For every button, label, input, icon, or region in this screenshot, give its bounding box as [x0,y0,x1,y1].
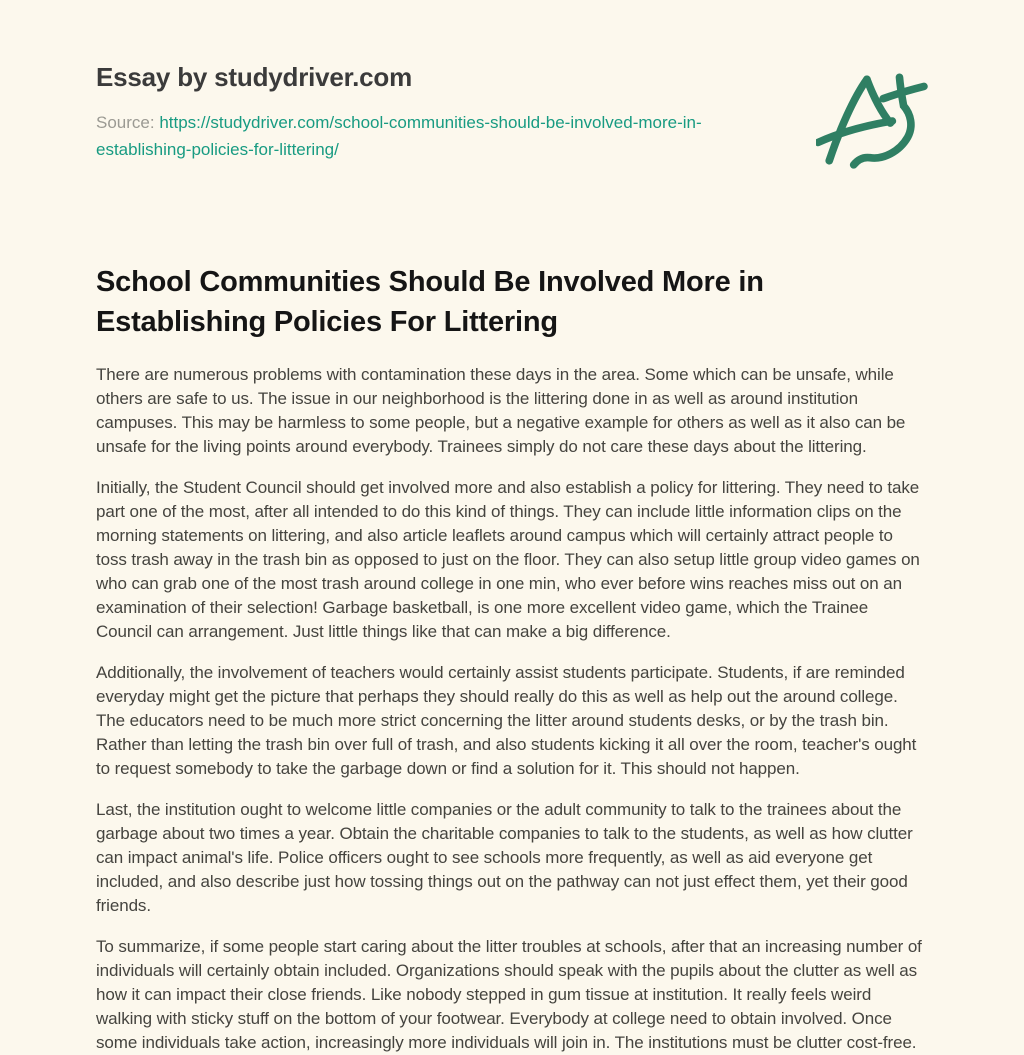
essay-paragraph: To summarize, if some people start caring about the litter troubles at schools, after that an increasing number of individuals will certainly obtain included. Organizations should speak with the pupils about the clutter as well as how it can impact their close friends. Like nobody stepped in gum tissue at institution. It really feels weird walking with sticky stuff on the bottom of your footwear. Everybody at college need to obtain involved. Once some individuals take action, increasingly more individuals will join in. The institutions must be clutter cost-free. [96,937,922,1052]
source-line [96,109,768,163]
essay-paragraph: There are numerous problems with contamination these days in the area. Some which can be unsafe, while others are safe to us. The issue in our neighborhood is the littering done in as well as around institution campuses. This may be harmless to some people, but a negative example for others as well as it also can be unsafe for the living points around everybody. Trainees simply do not care these days about the littering. [96,365,906,456]
a-plus-logo-icon [816,66,928,170]
essay-page [96,0,928,1055]
source-url-link[interactable]: https://studydriver.com/school-communities-should-be-involved-more-in-establishing-policies-for-littering/ [96,113,702,159]
a-plus-logo-svg [816,66,928,170]
essay-paragraph: Initially, the Student Council should get involved more and also establish a policy for littering. They need to take part one of the most, after all intended to do this kind of things. They can include little information clips on the morning statements on littering, and also article leaflets around campus which will certainly attract people to toss trash away in the trash bin as opposed to just on the floor. They can also setup little group video games on who can grab one of the most trash around college in one min, who ever before wins reaches miss out on an examination of their selection! Garbage basketball, is one more excellent video game, which the Trainee Council can arrangement. Just little things like that can make a big difference. [96,478,920,641]
article-title: School Communities Should Be Involved More in Establishing Policies For Littering [96,266,764,338]
header-text-block [96,62,768,163]
byline-heading: Essay by studydriver.com [96,62,413,92]
essay-paragraph: Last, the institution ought to welcome little companies or the adult community to talk to the trainees about the garbage about two times a year. Obtain the charitable companies to talk to the students, as well as how clutter can impact animal's life. Police officers ought to see schools more frequently, as well as aid everyone get included, and also describe just how tossing things out on the pathway can not just effect them, yet their good friends. [96,800,913,915]
page-header [96,62,928,170]
essay-paragraph: Additionally, the involvement of teachers would certainly assist students participate. Students, if are reminded everyday might get the picture that perhaps they should really do this as well as help out the around college. The educators need to be much more strict concerning the litter around students desks, or by the trash bin. Rather than letting the trash bin over full of trash, and also students kicking it all over the room, teacher's ought to request somebody to take the garbage down or find a solution for it. This should not happen. [96,663,917,778]
source-label: Source: [96,113,155,132]
article-body [96,363,928,1055]
